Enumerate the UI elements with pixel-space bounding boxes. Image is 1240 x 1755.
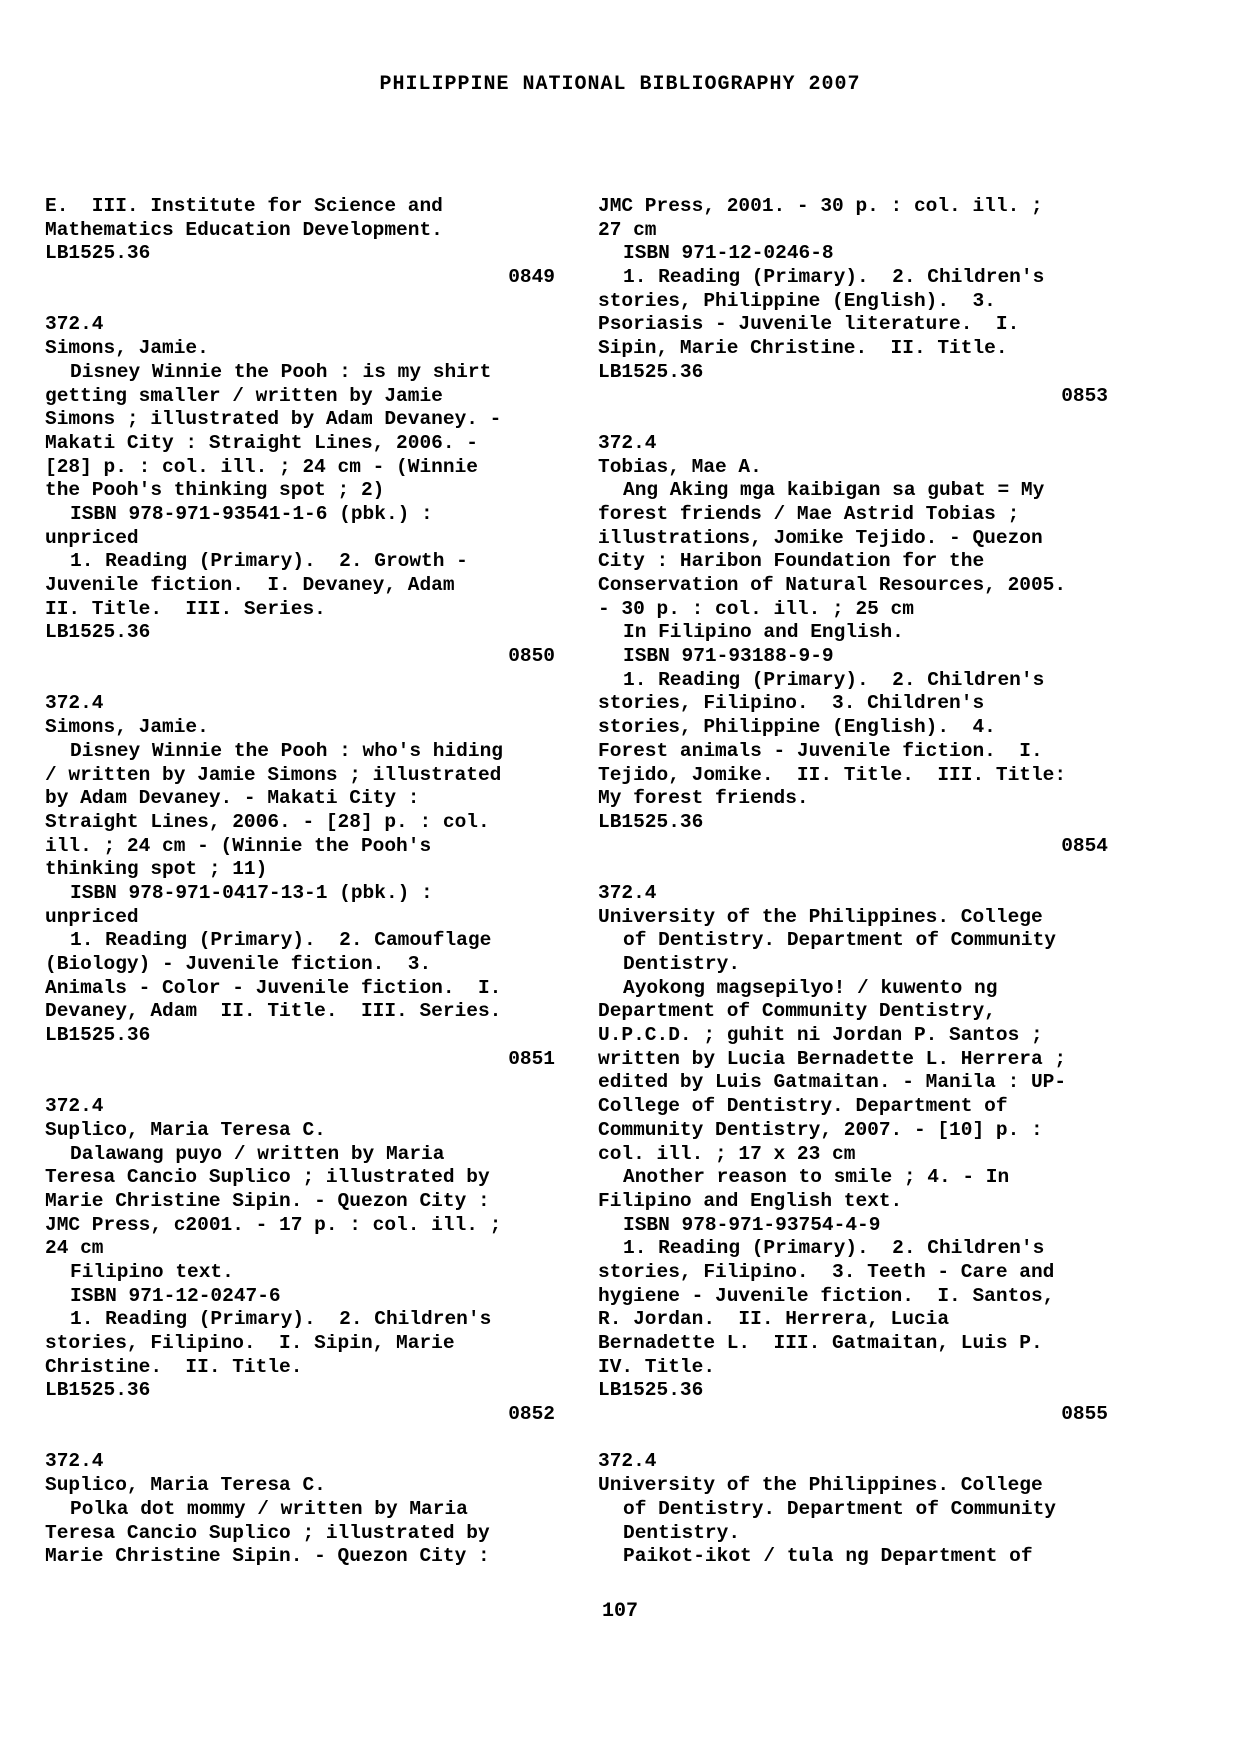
author-line: Dentistry. <box>623 1521 741 1544</box>
subjects-line: 1. Reading (Primary). 2. Children's <box>70 1308 492 1331</box>
classification-number: 372.4 <box>598 431 657 454</box>
subjects-line: 1. Reading (Primary). 2. Children's <box>623 1237 1045 1260</box>
call-number: LB1525.36 <box>45 242 151 265</box>
text-line: stories, Filipino. 3. Teeth - Care and <box>598 1260 1055 1283</box>
text-line: Sipin, Marie Christine. II. Title. <box>598 337 1008 360</box>
text-line: unpriced <box>45 526 139 549</box>
entry-gap <box>598 1427 1108 1451</box>
entry-gap <box>45 669 555 693</box>
text-line: [28] p. : col. ill. ; 24 cm - (Winnie <box>45 455 478 478</box>
text-line: Disney Winnie the Pooh : who's hiding <box>70 739 503 762</box>
text-line: Straight Lines, 2006. - [28] p. : col. <box>45 810 490 833</box>
call-number: LB1525.36 <box>598 810 704 833</box>
text-line: Conservation of Natural Resources, 2005. <box>598 574 1067 596</box>
text-line: Ang Aking mga kaibigan sa gubat = My <box>623 479 1045 502</box>
text-line: 27 cm <box>598 218 657 241</box>
text-line: / written by Jamie Simons ; illustrated <box>45 763 502 786</box>
text-line: E. III. Institute for Science and <box>45 195 443 217</box>
entry-number: 0852 <box>508 1403 555 1426</box>
isbn-line: ISBN 971-12-0246-8 <box>623 242 834 265</box>
text-line: Psoriasis - Juvenile literature. I. <box>598 313 1020 336</box>
classification-number: 372.4 <box>45 1095 104 1118</box>
entry-number: 0855 <box>1061 1403 1108 1426</box>
text-line: Christine. II. Title. <box>45 1355 303 1378</box>
text-line: by Adam Devaney. - Makati City : <box>45 787 420 810</box>
text-line: City : Haribon Foundation for the <box>598 550 985 573</box>
entry-gap <box>45 290 555 314</box>
text-line: R. Jordan. II. Herrera, Lucia <box>598 1308 950 1331</box>
text-line: Devaney, Adam II. Title. III. Series. <box>45 1000 502 1023</box>
classification-number: 372.4 <box>45 313 104 336</box>
author-line: Simons, Jamie. <box>45 716 209 739</box>
isbn-line: ISBN 978-971-0417-13-1 (pbk.) : <box>70 881 433 904</box>
text-line: JMC Press, c2001. - 17 p. : col. ill. ; <box>45 1213 502 1236</box>
call-number: LB1525.36 <box>45 1024 151 1047</box>
text-line: Mathematics Education Development. <box>45 218 443 241</box>
text-line: stories, Philippine (English). 4. <box>598 716 996 739</box>
text-line: stories, Filipino. I. Sipin, Marie <box>45 1332 455 1354</box>
text-line: the Pooh's thinking spot ; 2) <box>45 479 385 502</box>
text-line: written by Lucia Bernadette L. Herrera ; <box>598 1047 1067 1070</box>
left-column <box>45 195 555 1569</box>
right-column <box>598 195 1108 1569</box>
text-line: thinking spot ; 11) <box>45 858 268 881</box>
text-line: My forest friends. <box>598 787 809 810</box>
text-line: - 30 p. : col. ill. ; 25 cm <box>598 597 914 620</box>
isbn-line: ISBN 971-93188-9-9 <box>623 645 834 668</box>
text-line: College of Dentistry. Department of <box>598 1095 1008 1118</box>
entry-gap <box>45 1071 555 1095</box>
subjects-line: 1. Reading (Primary). 2. Children's <box>623 668 1045 691</box>
text-line: Community Dentistry, 2007. - [10] p. : <box>598 1118 1043 1141</box>
author-line: Suplico, Maria Teresa C. <box>45 1474 326 1497</box>
subjects-line: 1. Reading (Primary). 2. Growth - <box>70 550 468 573</box>
text-line: ill. ; 24 cm - (Winnie the Pooh's <box>45 834 432 857</box>
isbn-line: ISBN 971-12-0247-6 <box>70 1284 281 1307</box>
classification-number: 372.4 <box>45 1450 104 1473</box>
text-line: Paikot-ikot / tula ng Department of <box>623 1545 1033 1568</box>
note-line: Filipino text. <box>70 1260 234 1283</box>
text-line: illustrations, Jomike Tejido. - Quezon <box>598 526 1043 549</box>
entry-number: 0854 <box>1061 834 1108 857</box>
subjects-line: 1. Reading (Primary). 2. Camouflage <box>70 929 492 952</box>
text-line: Teresa Cancio Suplico ; illustrated by <box>45 1521 490 1544</box>
text-line: hygiene - Juvenile fiction. I. Santos, <box>598 1284 1055 1307</box>
text-line: Marie Christine Sipin. - Quezon City : <box>45 1545 490 1568</box>
text-line: Simons ; illustrated by Adam Devaney. - <box>45 408 502 431</box>
text-line: edited by Luis Gatmaitan. - Manila : UP- <box>598 1071 1067 1094</box>
text-line: JMC Press, 2001. - 30 p. : col. ill. ; <box>598 195 1043 217</box>
call-number: LB1525.36 <box>598 1379 704 1402</box>
text-line: (Biology) - Juvenile fiction. 3. <box>45 953 432 975</box>
text-line: IV. Title. <box>598 1355 716 1378</box>
text-line: Polka dot mommy / written by Maria <box>70 1497 468 1520</box>
entry-gap <box>598 858 1108 882</box>
text-line: Makati City : Straight Lines, 2006. - <box>45 431 478 454</box>
text-line: stories, Philippine (English). 3. <box>598 289 996 312</box>
text-line: Juvenile fiction. I. Devaney, Adam <box>45 574 455 596</box>
isbn-line: ISBN 978-971-93541-1-6 (pbk.) : <box>70 502 433 525</box>
page-header: PHILIPPINE NATIONAL BIBLIOGRAPHY 2007 <box>379 73 861 96</box>
call-number: LB1525.36 <box>45 621 151 644</box>
author-line: of Dentistry. Department of Community <box>623 1497 1056 1520</box>
text-line: Disney Winnie the Pooh : is my shirt <box>70 360 492 383</box>
author-line: University of the Philippines. College <box>598 1474 1043 1497</box>
text-line: Teresa Cancio Suplico ; illustrated by <box>45 1166 490 1189</box>
note-line: Another reason to smile ; 4. - In <box>623 1166 1010 1189</box>
classification-number: 372.4 <box>45 692 104 715</box>
call-number: LB1525.36 <box>45 1379 151 1402</box>
classification-number: 372.4 <box>598 1450 657 1473</box>
author-line: of Dentistry. Department of Community <box>623 929 1056 952</box>
text-line: Bernadette L. III. Gatmaitan, Luis P. <box>598 1332 1043 1354</box>
author-line: Suplico, Maria Teresa C. <box>45 1118 326 1141</box>
text-line: getting smaller / written by Jamie <box>45 384 443 407</box>
text-line: Filipino and English text. <box>598 1189 903 1212</box>
text-line: unpriced <box>45 905 139 928</box>
text-line: Department of Community Dentistry, <box>598 1000 996 1023</box>
subjects-line: 1. Reading (Primary). 2. Children's <box>623 266 1045 289</box>
entry-number: 0850 <box>508 645 555 668</box>
text-line: Dalawang puyo / written by Maria <box>70 1142 445 1165</box>
text-line: II. Title. III. Series. <box>45 597 326 620</box>
entry-number: 0851 <box>508 1047 555 1070</box>
text-line: Ayokong magsepilyo! / kuwento ng <box>623 976 998 999</box>
isbn-line: ISBN 978-971-93754-4-9 <box>623 1213 881 1236</box>
text-line: Marie Christine Sipin. - Quezon City : <box>45 1189 490 1212</box>
author-line: Tobias, Mae A. <box>598 455 762 478</box>
entry-gap <box>45 1427 555 1451</box>
author-line: Simons, Jamie. <box>45 337 209 360</box>
text-line: col. ill. ; 17 x 23 cm <box>598 1142 856 1165</box>
entry-gap <box>598 408 1108 432</box>
classification-number: 372.4 <box>598 881 657 904</box>
author-line: University of the Philippines. College <box>598 905 1043 928</box>
text-line: U.P.C.D. ; guhit ni Jordan P. Santos ; <box>598 1024 1043 1047</box>
call-number: LB1525.36 <box>598 360 704 383</box>
text-line: stories, Filipino. 3. Children's <box>598 692 985 715</box>
text-line: Forest animals - Juvenile fiction. I. <box>598 739 1043 762</box>
text-line: 24 cm <box>45 1237 104 1260</box>
text-line: Tejido, Jomike. II. Title. III. Title: <box>598 763 1067 786</box>
text-line: forest friends / Mae Astrid Tobias ; <box>598 502 1020 525</box>
note-line: In Filipino and English. <box>623 621 904 644</box>
author-line: Dentistry. <box>623 953 741 975</box>
text-line: Animals - Color - Juvenile fiction. I. <box>45 976 502 999</box>
entry-number: 0849 <box>508 266 555 289</box>
entry-number: 0853 <box>1061 384 1108 407</box>
page-number: 107 <box>601 1600 638 1623</box>
